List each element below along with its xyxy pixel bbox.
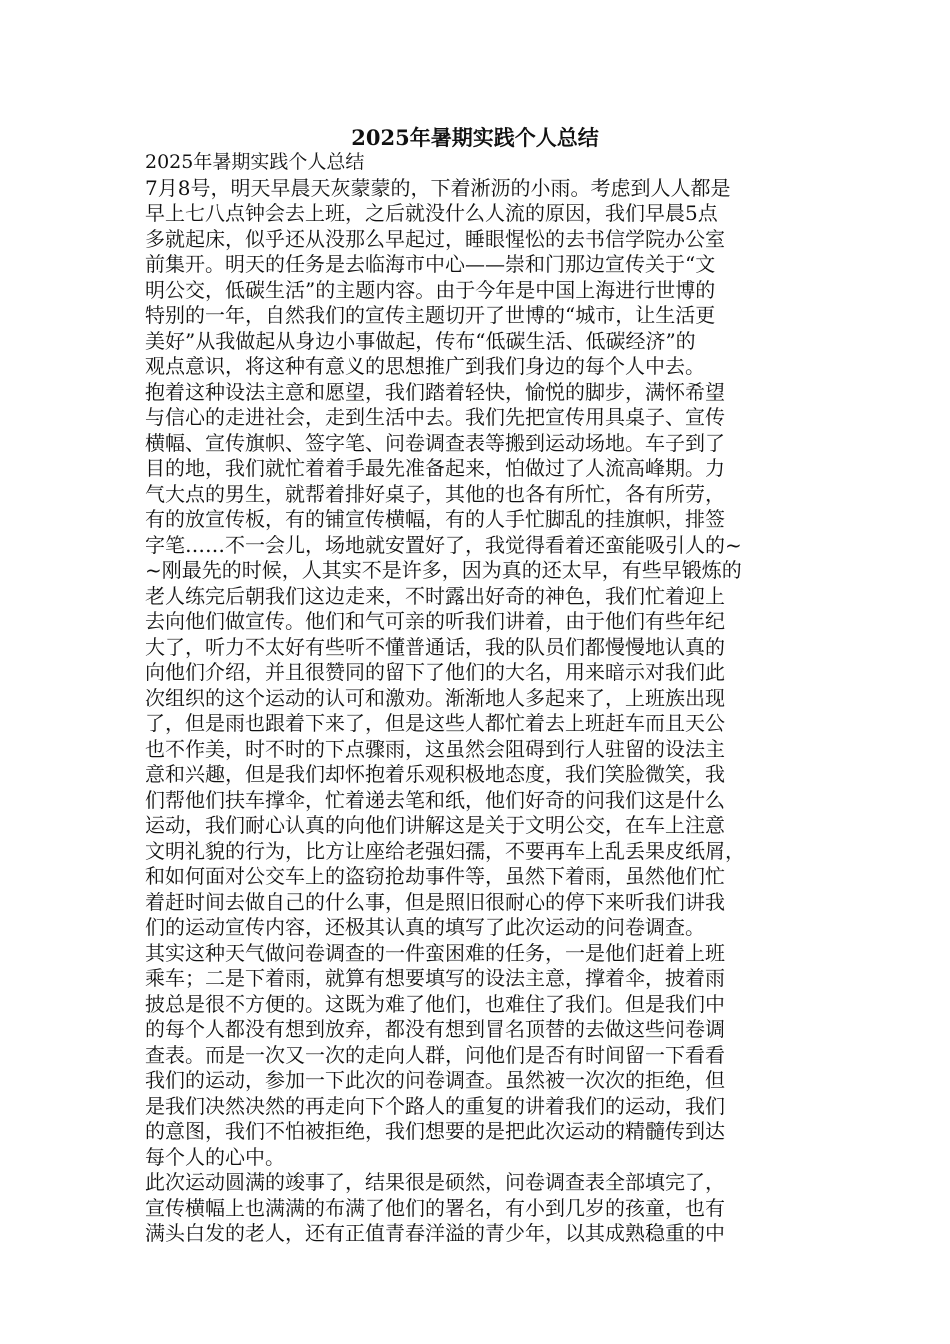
text-line: 次组织的这个运动的认可和激劝。渐渐地人多起来了，上班族出现 (145, 685, 725, 710)
text-line: 去向他们做宣传。他们和气可亲的听我们讲着，由于他们有些年纪 (145, 609, 725, 633)
text-line: 查表。而是一次又一次的走向人群，问他们是否有时间留一下看看 (145, 1042, 725, 1067)
document-subtitle: 2025年暑期实践个人总结 (145, 151, 365, 173)
text-line: 观点意识，将这种有意义的思想推广到我们身边的每个人中去。 (145, 354, 705, 378)
text-line: 也不作美，时不时的下点骤雨，这虽然会阻碍到行人驻留的设法主 (145, 736, 725, 761)
document-body (145, 150, 815, 1247)
text-line: 抱着这种设法主意和愿望，我们踏着轻快，愉悦的脚步，满怀希望 (145, 379, 725, 404)
text-line: 前集开。明天的任务是去临海市中心——崇和门那边宣传关于“文 (145, 252, 716, 276)
text-line: 气大点的男生，就帮着排好桌子，其他的也各有所忙，各有所劳， (145, 481, 725, 506)
text-line: 早上七八点钟会去上班，之后就没什么人流的原因，我们早晨5点 (145, 201, 718, 225)
text-line: 多就起床，似乎还从没那么早起过，睡眼惺忪的去书信学院办公室 (145, 226, 725, 251)
text-line: 美好”从我做起从身边小事做起，传布“低碳生活、低碳经济”的 (145, 328, 696, 353)
text-line: 们帮他们扶车撑伞，忙着递去笔和纸，他们好奇的问我们这是什么 (145, 787, 725, 812)
text-line: 每个人的心中。 (145, 1144, 285, 1169)
text-line: 宣传横幅上也满满的布满了他们的署名，有小到几岁的孩童，也有 (145, 1195, 725, 1220)
text-line: 着赶时间去做自己的什么事，但是照旧很耐心的停下来听我们讲我 (145, 889, 725, 914)
text-line: ~刚最先的时候，人其实不是许多，因为真的还太早，有些早锻炼的 (145, 558, 742, 582)
text-line: 向他们介绍，并且很赞同的留下了他们的大名，用来暗示对我们此 (145, 660, 725, 684)
text-line: 满头白发的老人，还有正值青春洋溢的青少年，以其成熟稳重的中 (145, 1221, 725, 1245)
text-line: 的意图，我们不怕被拒绝，我们想要的是把此次运动的精髓传到达 (145, 1119, 725, 1143)
text-line: 横幅、宣传旗帜、签字笔、问卷调查表等搬到运动场地。车子到了 (145, 430, 725, 455)
text-line: 们的运动宣传内容，还极其认真的填写了此次运动的问卷调查。 (145, 915, 705, 939)
text-line: 与信心的走进社会，走到生活中去。我们先把宣传用具桌子、宣传 (145, 405, 725, 429)
text-line: 和如何面对公交车上的盗窃抢劫事件等，虽然下着雨，虽然他们忙 (145, 864, 725, 888)
text-line: 字笔……不一会儿，场地就安置好了，我觉得看着还蛮能吸引人的~ (145, 532, 742, 557)
text-line: 披总是很不方便的。这既为难了他们，也难住了我们。但是我们中 (145, 991, 725, 1016)
text-line: 有的放宣传板，有的铺宣传横幅，有的人手忙脚乱的挂旗帜，排签 (145, 507, 725, 531)
text-line: 此次运动圆满的竣事了，结果很是硕然，问卷调查表全部填完了， (145, 1170, 725, 1194)
text-line: 特别的一年，自然我们的宣传主题切开了世博的“城市，让生活更 (145, 303, 716, 327)
text-line: 文明礼貌的行为，比方让座给老强妇孺，不要再车上乱丢果皮纸屑， (145, 838, 745, 863)
text-line: 目的地，我们就忙着着手最先准备起来，怕做过了人流高峰期。力 (145, 456, 725, 480)
text-line: 老人练完后朝我们这边走来，不时露出好奇的神色，我们忙着迎上 (145, 583, 725, 608)
text-line: 的每个人都没有想到放弃，都没有想到冒名顶替的去做这些问卷调 (145, 1017, 725, 1041)
text-line: 明公交，低碳生活”的主题内容。由于今年是中国上海进行世博的 (145, 277, 716, 302)
text-line: 7月8号，明天早晨天灰蒙蒙的，下着淅沥的小雨。考虑到人人都是 (145, 175, 731, 200)
document-title: 2025年暑期实践个人总结 (351, 125, 599, 150)
text-line: 乘车；二是下着雨，就算有想要填写的设法主意，撑着伞，披着雨 (145, 966, 725, 990)
text-line: 意和兴趣，但是我们却怀抱着乐观积极地态度，我们笑脸微笑，我 (145, 762, 725, 786)
text-line: 了，但是雨也跟着下来了，但是这些人都忙着去上班赶车而且天公 (145, 711, 725, 735)
text-line: 运动，我们耐心认真的向他们讲解这是关于文明公交，在车上注意 (145, 813, 725, 837)
text-line: 其实这种天气做问卷调查的一件蛮困难的任务，一是他们赶着上班 (145, 940, 725, 965)
text-line: 我们的运动，参加一下此次的问卷调查。虽然被一次次的拒绝，但 (145, 1068, 725, 1092)
text-line: 是我们决然决然的再走向下个路人的重复的讲着我们的运动，我们 (145, 1093, 725, 1118)
text-line: 大了，听力不太好有些听不懂普通话，我的队员们都慢慢地认真的 (145, 634, 725, 659)
